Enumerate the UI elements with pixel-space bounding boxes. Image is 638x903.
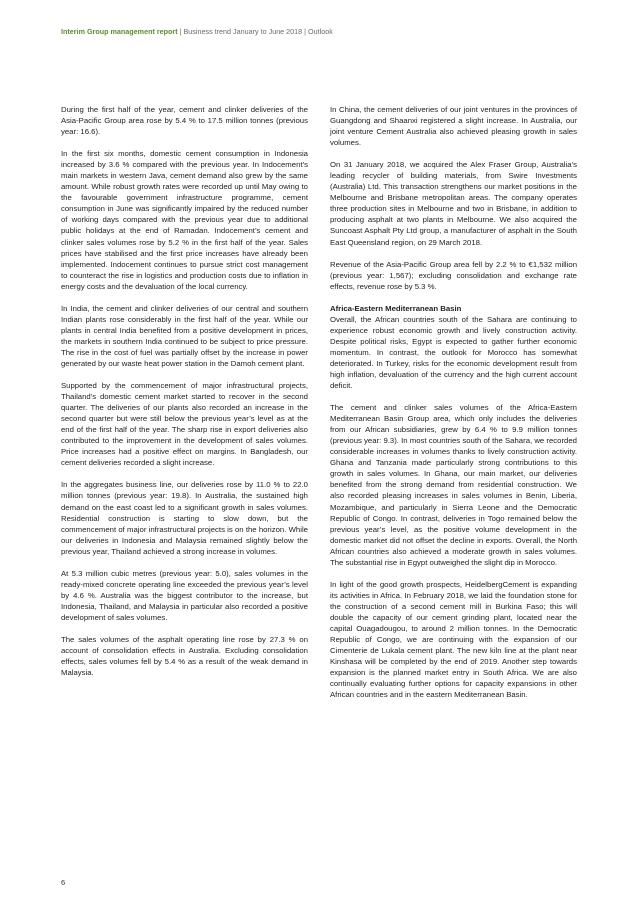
- paragraph: Supported by the commencement of major infrastructural projects, Thailand’s domestic cement market started to recover in the second quarter. The deliveries of our plants also recorded an increase in the second quarter but were still below the previous year’s level as at the end of the first half of the year. The sharp rise in export deliveries also contributed to the improvement in the development of sales volumes. Price increases had a positive effect on margins. In Bangladesh, our cement deliveries recorded a slight increase.: [61, 381, 308, 468]
- paragraph: In India, the cement and clinker deliveries of our central and southern Indian plants rose considerably in the first half of the year. While our plants in central India benefited from a positive development in prices, the markets in southern India continued to be subject to price pressure. The rise in the cost of fuel was partially offset by the increase in power generated by our waste heat power station in the Damoh cement plant.: [61, 303, 308, 368]
- paragraph: Revenue of the Asia-Pacific Group area fell by 2.2 % to €1,532 million (previous year: 1,567); excluding consolidation and exchange rate effects, revenue rose by 5.3 %.: [330, 259, 577, 291]
- paragraph: On 31 January 2018, we acquired the Alex Fraser Group, Australia’s leading recycler of building materials, from Swire Investments (Australia) Ltd. This transaction strengthens our market positions in the Melbourne and Brisbane metropolitan areas. The company operates three production sites in Melbourne and two in Brisbane, in addition to producing asphalt at two plants in Melbourne. We also acquired the Suncoast Asphalt Pty Ltd group, a manufacturer of asphalt in the South East Queensland region, on 29 March 2018.: [330, 160, 577, 247]
- paragraph: In China, the cement deliveries of our joint ventures in the provinces of Guangdong and Shaanxi registered a slight increase. In Australia, our joint venture Cement Australia also achieved pleasing growth in sales volumes.: [330, 105, 577, 148]
- header-subsection: Business trend January to June 2018: [183, 27, 303, 36]
- left-column: [61, 104, 308, 689]
- right-column: [330, 104, 577, 711]
- paragraph: Overall, the African countries south of the Sahara are continuing to experience robust economic growth and lively construction activity. Despite political risks, Egypt is expected to gather further economic momentum. In contrast, the outlook for Morocco has somewhat deteriorated. In Turkey, risks for the economic development result from high inflation, devaluation of the currency and the high current account deficit.: [330, 314, 577, 391]
- header-separator: |: [304, 27, 307, 36]
- paragraph: In light of the good growth prospects, HeidelbergCement is expanding its activities in Africa. In February 2018, we laid the foundation stone for the construction of a second cement mill in Burkina Faso; this will double the capacity of our cement grinding plant, located near the capital Ouagadougou, to around 2 million tonnes. In the Democratic Republic of Congo, we are continuing with the expansion of our Cimenterie de Lukala cement plant. The new kiln line at the plant near Kinshasa will be completed by the end of 2019. Another step towards expansion is the planned market entry in South Africa. We are also continually evaluating further options for capacity expansions in other African countries and in the eastern Mediterranean Basin.: [330, 579, 577, 700]
- running-header: [61, 27, 333, 37]
- paragraph: At 5.3 million cubic metres (previous year: 5.0), sales volumes in the ready-mixed concrete operating line exceeded the previous year’s level by 4.6 %. Australia was the biggest contributor to the increase, but Indonesia, Thailand, and Malaysia in particular also recorded a positive development of sales volumes.: [61, 568, 308, 622]
- header-separator: |: [179, 27, 182, 36]
- header-topic: Outlook: [308, 27, 333, 36]
- header-section: Interim Group management report: [61, 27, 178, 36]
- paragraph: In the first six months, domestic cement consumption in Indonesia increased by 3.6 % compared with the previous year. In Indocement’s main markets in western Java, cement demand also grew by the same amount. While robust growth rates were recorded up until May owing to the favourable government infrastructure programme, cement consumption in June was significantly impaired by the reduced number of working days compared with the previous year due to additional public holidays at the end of Ramadan. Indocement’s cement and clinker sales volumes rose by 5.2 % in the first half of the year. Sales prices have stabilised and the first price increases have already been implemented. Indocement continues to pursue strict cost management to counteract the rise in logistics and production costs due to inflation in energy costs and the devaluation of the local currency.: [61, 149, 308, 291]
- paragraph: During the first half of the year, cement and clinker deliveries of the Asia-Pacific Group area rose by 5.4 % to 17.5 million tonnes (previous year: 16.6).: [61, 105, 308, 137]
- section-heading: Africa-Eastern Mediterranean Basin: [330, 303, 462, 313]
- paragraph: The cement and clinker sales volumes of the Africa-Eastern Mediterranean Basin Group area, which only includes the deliveries from our African subsidiaries, grew by 6.4 % to 9.9 million tonnes (previous year: 9.3). In most countries south of the Sahara, we recorded considerable increases in volumes thanks to lively construction activity. Ghana and Tanzania made particularly strong contributions to this growth in sales volumes. In Ghana, our main market, our deliveries benefited from the strong demand from residential construction. We also recorded pleasing increases in sales volumes in Benin, Liberia, Mozambique, and particularly in Sierra Leone and the Democratic Republic of Congo. In contrast, deliveries in Togo remained below the previous year’s level, as the positive volume development in the domestic market did not offset the decline in exports. Overall, the North African countries also achieved a moderate growth in sales volumes. The substantial rise in Egypt outweighed the slight dip in Morocco.: [330, 403, 577, 567]
- paragraph: In the aggregates business line, our deliveries rose by 11.0 % to 22.0 million tonnes (previous year: 19.8). In Australia, the sustained high demand on the east coast led to a significant growth in sales volumes. Residential construction is starting to slow down, but the commencement of major infrastructural projects is on the horizon. While our deliveries in Indonesia and Malaysia remained slightly below the previous year, Thailand achieved a strong increase in volumes.: [61, 480, 308, 556]
- page-number: 6: [61, 878, 66, 887]
- paragraph: The sales volumes of the asphalt operating line rose by 27.3 % on account of consolidation effects in Australia. Excluding consolidation effects, sales volumes fell by 5.4 % as a result of the weak demand in Malaysia.: [61, 634, 308, 678]
